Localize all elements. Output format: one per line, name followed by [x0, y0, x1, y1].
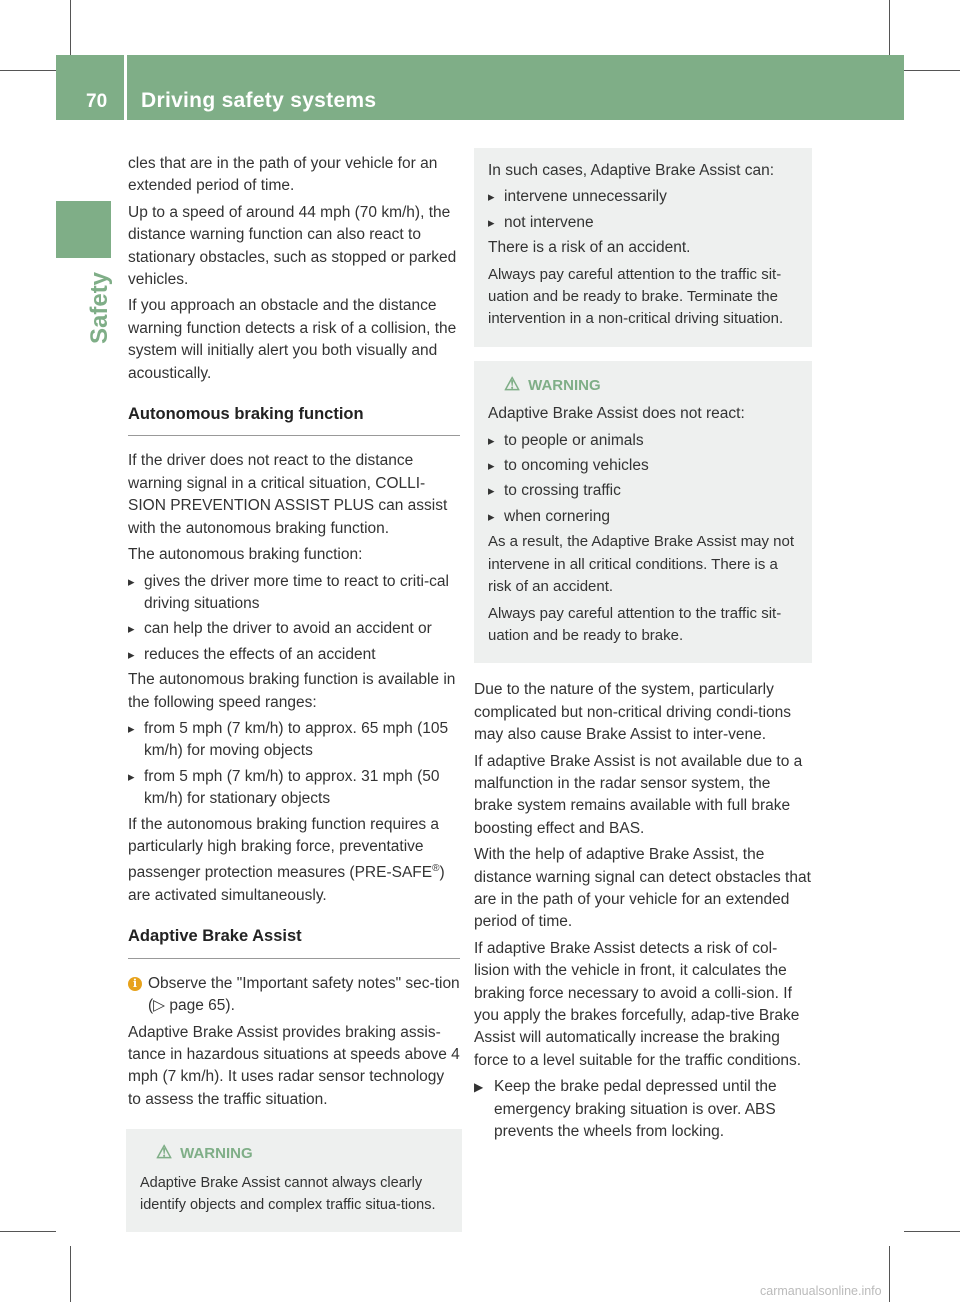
warning-box — [126, 1129, 462, 1232]
paragraph: There is a risk of an accident. — [488, 239, 691, 257]
paragraph: Due to the nature of the system, particularly complicated but non-critical driving condi-tions may also cause Brake Assist to inter-vene. — [474, 681, 792, 744]
paragraph: Adaptive Brake Assist provides braking assis-tance in hazardous situations at speeds above 4 mph (7 km/h). It uses radar sensor technology to assess the traffic situation. — [128, 1023, 460, 1108]
list-item: ▸ to crossing traffic — [488, 480, 798, 502]
section-heading: Autonomous braking function — [128, 403, 460, 436]
info-text: Observe the "Important safety notes" sec-tion (▷ page 65). — [148, 974, 460, 1015]
paragraph: Adaptive Brake Assist does not react: — [488, 405, 745, 423]
crop-mark — [0, 1231, 56, 1232]
paragraph: If adaptive Brake Assist detects a risk of col-lision with the vehicle in front, it calculates the braking force necessary to avoid a colli-sion. If you apply the brakes forcefully, adap-tive Brake Assist will automatically increase the braking force to a level suitable for the traffic conditions. — [474, 939, 802, 1069]
paragraph: If the driver does not react to the distance warning signal in a critical situation, COLLI-SION PREVENTION ASSIST PLUS can assist with the autonomous braking function. — [128, 452, 448, 537]
paragraph: In such cases, Adaptive Brake Assist can: — [488, 162, 775, 179]
warning-triangle-icon: ⚠ — [156, 1142, 173, 1163]
paragraph: Up to a speed of around 44 mph (70 km/h), the distance warning function can also react to stationary obstacles, such as stopped or parked vehicles. — [128, 203, 457, 289]
warning-title: ⚠ WARNING — [156, 1142, 253, 1163]
section-heading: Adaptive Brake Assist — [128, 925, 460, 958]
paragraph: With the help of adaptive Brake Assist, the distance warning signal can detect obstacles that are in the path of your vehicle for an extended period of time. — [474, 846, 811, 931]
list-item: ▸ from 5 mph (7 km/h) to approx. 31 mph (50 km/h) for stationary objects — [128, 766, 460, 811]
warning-box-continued — [474, 148, 812, 347]
crop-mark — [904, 70, 960, 71]
crop-mark — [0, 70, 56, 71]
info-icon: i — [128, 977, 142, 991]
warning-triangle-icon: ⚠ — [504, 373, 521, 394]
crop-mark — [889, 0, 890, 56]
left-column — [128, 153, 460, 1232]
paragraph: As a result, the Adaptive Brake Assist may not intervene in all critical conditions. There is a risk of an accident. — [488, 533, 794, 596]
list-item: ▸ from 5 mph (7 km/h) to approx. 65 mph (105 km/h) for moving objects — [128, 718, 460, 763]
paragraph: If you approach an obstacle and the distance warning function detects a risk of a collision, the system will initially alert you both visually and acoustically. — [128, 297, 457, 382]
right-column — [474, 148, 812, 1146]
paragraph: Always pay careful attention to the traffic sit-uation and be ready to brake. Terminate the intervention in a non-critical driving situation. — [488, 265, 784, 328]
paragraph: cles that are in the path of your vehicle for an extended period of time. — [128, 155, 438, 195]
warning-title: ⚠ WARNING — [504, 373, 601, 394]
crop-mark — [889, 1246, 890, 1302]
instruction-step: ▶ Keep the brake pedal depressed until the emergency braking situation is over. ABS prevents the wheels from locking. — [474, 1076, 812, 1143]
warning-text: Adaptive Brake Assist cannot always clearly identify objects and complex traffic situa-tions. — [140, 1174, 436, 1213]
page-title: Driving safety systems — [141, 89, 377, 112]
watermark: carmanualsonline.info — [760, 1284, 882, 1298]
registered-mark: ® — [432, 863, 440, 875]
page-number: 70 — [86, 91, 108, 112]
list-item: ▸ not intervene — [488, 212, 798, 234]
paragraph: The autonomous braking function is available in the following speed ranges: — [128, 671, 456, 711]
list-item: ▸ to people or animals — [488, 430, 798, 452]
list-item: ▸ reduces the effects of an accident — [128, 644, 460, 666]
warning-box — [474, 361, 812, 663]
paragraph: If the autonomous braking function requires a particularly high braking force, preventative passenger protection measures (PRE-SAFE®) are activated simultaneously. — [128, 815, 445, 904]
section-label: Safety — [86, 271, 113, 344]
crop-mark — [70, 1246, 71, 1302]
paragraph: If adaptive Brake Assist is not available due to a malfunction in the radar sensor system, the brake system remains available with full brake boosting effect and BAS. — [474, 752, 803, 837]
header-separator — [124, 55, 127, 120]
section-tab — [56, 201, 111, 258]
list-item: ▸ intervene unnecessarily — [488, 186, 798, 208]
paragraph: Always pay careful attention to the traffic sit-uation and be ready to brake. — [488, 604, 782, 644]
list-item: ▸ can help the driver to avoid an accident or — [128, 618, 460, 640]
crop-mark — [70, 0, 71, 56]
list-item: ▸ to oncoming vehicles — [488, 455, 798, 477]
paragraph: The autonomous braking function: — [128, 546, 363, 564]
list-item: ▸ gives the driver more time to react to criti-cal driving situations — [128, 571, 460, 616]
list-item: ▸ when cornering — [488, 506, 798, 528]
info-note — [128, 973, 460, 1018]
crop-mark — [904, 1231, 960, 1232]
